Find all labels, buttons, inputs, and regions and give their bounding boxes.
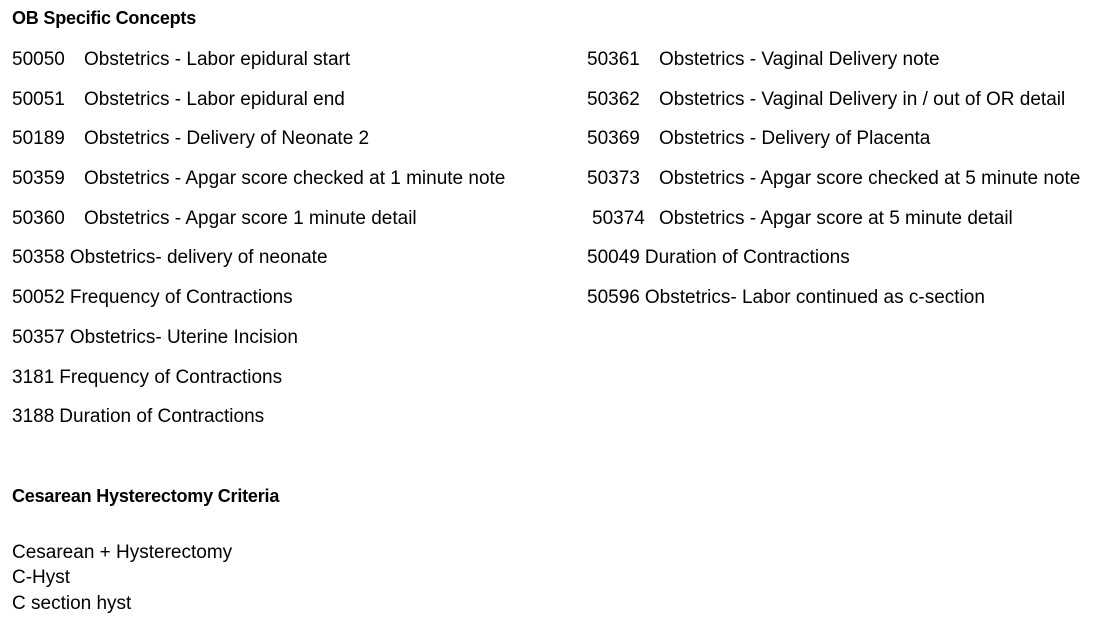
- right-concept-list: [587, 46, 1080, 324]
- concept-description: Obstetrics - Labor epidural start: [84, 49, 351, 70]
- concept-description: Obstetrics - Apgar score 1 minute detail: [84, 207, 417, 229]
- concept-row: [587, 46, 1080, 86]
- concept-row: [587, 165, 1080, 205]
- concept-description: Obstetrics - Delivery of Placenta: [659, 128, 931, 150]
- concept-row: [587, 244, 1080, 284]
- concept-row: [12, 205, 505, 245]
- concept-description: Obstetrics - Apgar score checked at 1 minute note: [84, 168, 506, 190]
- concept-row: [587, 284, 1080, 324]
- concept-row: [587, 86, 1080, 126]
- concept-code: 50051: [12, 88, 65, 110]
- concept-description: Obstetrics - Vaginal Delivery note: [659, 49, 940, 70]
- concept-row: [587, 205, 1080, 245]
- concept-description: Obstetrics- Labor continued as c-section: [644, 287, 985, 309]
- concept-row: [12, 165, 505, 205]
- cesarean-criteria-heading: Cesarean Hysterectomy Criteria: [12, 486, 280, 506]
- concept-description: Obstetrics - Vaginal Delivery in / out of OR detail: [659, 88, 1066, 110]
- concept-code: 50360: [12, 207, 65, 229]
- concept-row: [12, 86, 505, 126]
- concept-row: [587, 125, 1080, 165]
- concept-description: Obstetrics- delivery of neonate: [69, 247, 328, 269]
- concept-code: 50362: [587, 88, 640, 110]
- ob-concepts-heading: OB Specific Concepts: [12, 8, 197, 28]
- concept-code: 50361: [587, 49, 640, 70]
- concept-code: 50050: [12, 49, 65, 70]
- concept-description: Frequency of Contractions: [59, 366, 283, 388]
- concept-description: Obstetrics - Labor epidural end: [84, 88, 345, 110]
- concept-code: 50052: [12, 287, 65, 309]
- concept-description: Frequency of Contractions: [69, 287, 293, 309]
- concept-row: [12, 403, 505, 443]
- concept-code: 50374: [592, 207, 645, 229]
- concept-row: [12, 324, 505, 364]
- concept-code: 50596: [587, 287, 640, 309]
- left-concept-list: [12, 46, 505, 443]
- concept-description: Obstetrics- Uterine Incision: [69, 326, 298, 348]
- concept-description: Obstetrics - Apgar score at 5 minute detail: [659, 207, 1013, 229]
- concept-row: [12, 284, 505, 324]
- concept-code: 50358: [12, 247, 65, 269]
- concept-code: 3181: [12, 366, 55, 388]
- concept-row: [12, 125, 505, 165]
- concept-row: [12, 364, 505, 404]
- concept-code: 3188: [12, 406, 55, 428]
- concept-code: 50049: [587, 247, 640, 269]
- concept-code: 50359: [12, 168, 65, 190]
- criteria-list: [12, 540, 232, 616]
- concept-code: 50373: [587, 168, 640, 190]
- concept-description: Duration of Contractions: [59, 406, 265, 428]
- concept-description: Duration of Contractions: [644, 247, 850, 269]
- concept-description: Obstetrics - Delivery of Neonate 2: [84, 128, 370, 150]
- concept-code: 50189: [12, 128, 65, 150]
- criteria-line: C section hyst: [12, 592, 132, 614]
- concept-row: [12, 46, 505, 86]
- concept-code: 50357: [12, 326, 65, 348]
- concept-description: Obstetrics - Apgar score checked at 5 minute note: [659, 168, 1081, 190]
- concept-code: 50369: [587, 128, 640, 150]
- criteria-line: C-Hyst: [12, 567, 71, 589]
- criteria-line: Cesarean + Hysterectomy: [12, 542, 233, 563]
- concept-row: [12, 244, 505, 284]
